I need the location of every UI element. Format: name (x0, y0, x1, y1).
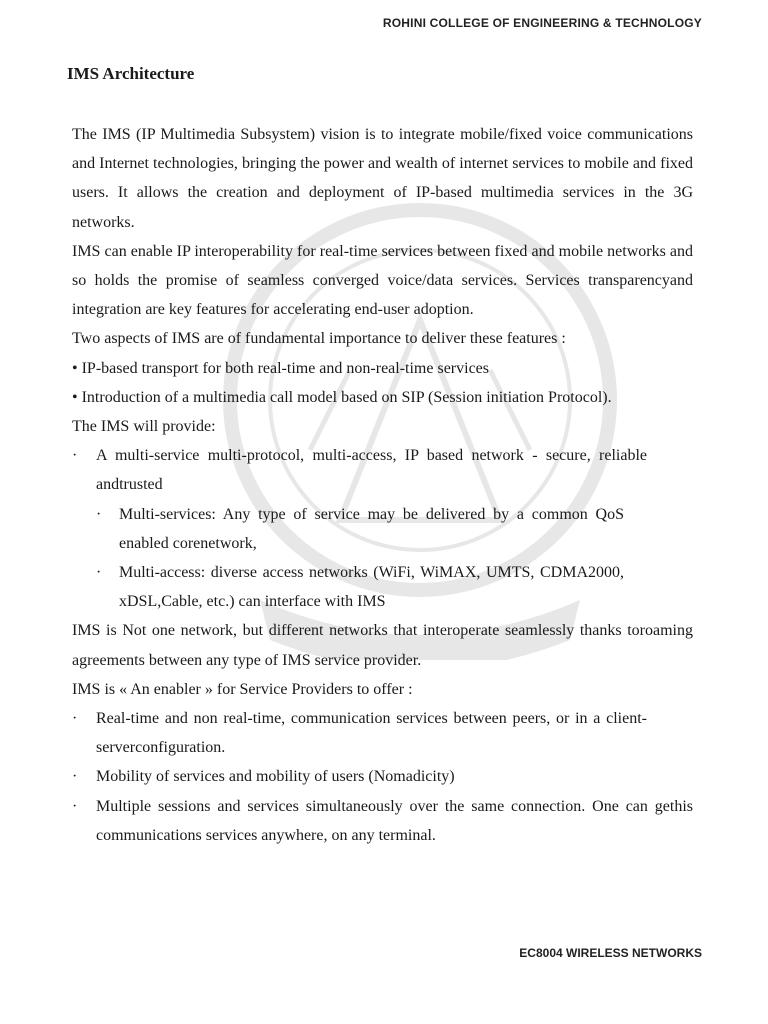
bullet-marker: · (72, 797, 78, 815)
aspect-item-ip-transport: • IP-based transport for both real-time and non-real-time services (72, 359, 490, 377)
list-item-text: A multi-service multi-protocol, multi-access, IP based network - secure, reliable andtrusted (96, 447, 647, 494)
bullet-marker: · (72, 710, 78, 728)
bullet-marker: · (96, 505, 102, 523)
list-item (72, 704, 647, 762)
list-item-text: Multiple sessions and services simultaneously over the same connection. One can gethis communications services anywhere, on any terminal. (96, 797, 693, 844)
bullet-marker: · (72, 447, 78, 465)
list-item-text: Real-time and non real-time, communication services between peers, or in a client-serverconfiguration. (96, 710, 647, 757)
paragraph-enabler: IMS is « An enabler » for Service Providers to offer : (72, 680, 413, 698)
bullet-marker: · (96, 564, 102, 582)
aspect-item-sip-model: • Introduction of a multimedia call model based on SIP (Session initiation Protocol). (72, 388, 612, 406)
bullet-marker: · (72, 768, 78, 786)
list-item (72, 441, 647, 499)
paragraph-ims-vision: The IMS (IP Multimedia Subsystem) vision is to integrate mobile/fixed voice communications and Internet technologies, bringing the power and wealth of internet services to mobile and fixed users. It allows the creation and deployment of IP-based multimedia services in the 3G networks. (72, 126, 693, 231)
paragraph-not-one-network: IMS is Not one network, but different networks that interoperate seamlessly thanks toroaming agreements between any type of IMS service provider. (72, 622, 693, 669)
list-item (96, 500, 624, 558)
page-title: IMS Architecture (67, 64, 195, 83)
paragraph-two-aspects: Two aspects of IMS are of fundamental importance to deliver these features : (72, 330, 566, 348)
page-header-college: ROHINI COLLEGE OF ENGINEERING & TECHNOLOGY (382, 16, 702, 30)
list-item (96, 558, 624, 616)
list-item (72, 792, 693, 850)
list-item-text: Mobility of services and mobility of users (Nomadicity) (96, 768, 455, 786)
document-body (72, 120, 693, 850)
list-item-text: Multi-services: Any type of service may be delivered by a common QoS enabled corenetwork, (119, 505, 624, 552)
page-footer-course: EC8004 WIRELESS NETWORKS (519, 946, 702, 960)
paragraph-ims-interoperability: IMS can enable IP interoperability for real-time services between fixed and mobile networks and so holds the promise of seamless converged voice/data services. Services transparencyand integration are key features for accelerating end-user adoption. (72, 242, 693, 319)
paragraph-ims-will-provide: The IMS will provide: (72, 418, 216, 436)
list-item-text: Multi-access: diverse access networks (WiFi, WiMAX, UMTS, CDMA2000, xDSL,Cable, etc.) can interface with IMS (119, 564, 624, 611)
list-item (72, 762, 693, 791)
